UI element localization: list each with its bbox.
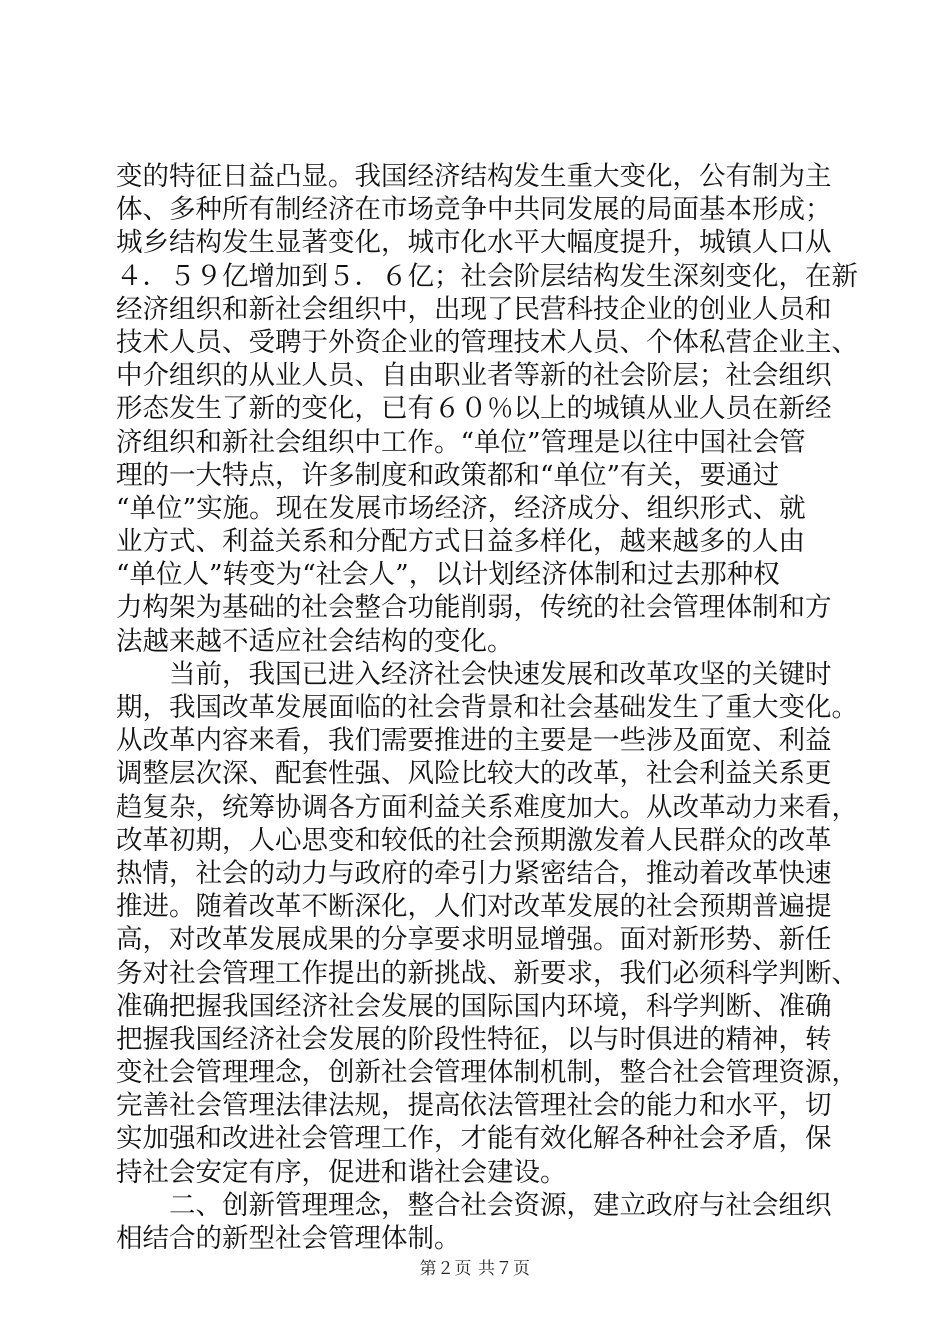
text-line: 务对社会管理工作提出的新挑战、新要求，我们必须科学判断、 (116, 957, 858, 989)
page-number-footer: 第２页 共７页 (419, 1259, 531, 1279)
text-line: 济组织和新社会组织中工作。“单位”管理是以往中国社会管 (116, 426, 806, 458)
text-line: 推进。随着改革不断深化，人们对改革发展的社会预期普遍提 (116, 891, 832, 923)
text-line: 法越来越不适应社会结构的变化。 (116, 625, 514, 657)
text-line: 力构架为基础的社会整合功能削弱，传统的社会管理体制和方 (116, 592, 832, 624)
text-line: 趋复杂，统筹协调各方面利益关系难度加大。从改革动力来看， (116, 791, 858, 823)
text-line: 改革初期，人心思变和较低的社会预期激发着人民群众的改革 (116, 824, 832, 856)
text-line: 准确把握我国经济社会发展的国际国内环境，科学判断、准确 (116, 990, 832, 1022)
text-line: “单位”实施。现在发展市场经济，经济成分、组织形式、就 (116, 492, 806, 524)
text-line: 期，我国改革发展面临的社会背景和社会基础发生了重大变化。 (116, 692, 858, 723)
text-line: 实加强和改进社会管理工作，才能有效化解各种社会矛盾，保 (116, 1123, 832, 1155)
text-line: 调整层次深、配套性强、风险比较大的改革，社会利益关系更 (116, 758, 832, 790)
text-line: 体、多种所有制经济在市场竞争中共同发展的局面基本形成； (116, 194, 832, 226)
text-line: 理的一大特点，许多制度和政策都和“单位”有关，要通过 (116, 459, 780, 491)
document-body (116, 160, 856, 1255)
text-line: 把握我国经济社会发展的阶段性特征，以与时俱进的精神，转 (116, 1023, 832, 1055)
text-line: 形态发生了新的变化，已有６０％以上的城镇从业人员在新经 (116, 393, 832, 425)
text-line: ４．５９亿增加到５．６亿；社会阶层结构发生深刻变化，在新 (116, 260, 858, 292)
text-line: 业方式、利益关系和分配方式日益多样化，越来越多的人由 (116, 526, 805, 558)
text-line: 完善社会管理法律法规，提高依法管理社会的能力和水平，切 (116, 1090, 832, 1122)
text-line: 持社会安定有序，促进和谐社会建设。 (116, 1156, 567, 1188)
text-line: 中介组织的从业人员、自由职业者等新的社会阶层；社会组织 (116, 360, 832, 392)
text-line: 高，对改革发展成果的分享要求明显增强。面对新形势、新任 (116, 924, 832, 956)
text-line: 城乡结构发生显著变化，城市化水平大幅度提升，城镇人口从 (116, 227, 832, 259)
text-line: 经济组织和新社会组织中，出现了民营科技企业的创业人员和 (116, 293, 832, 325)
text-line: 技术人员、受聘于外资企业的管理技术人员、个体私营企业主、 (116, 326, 858, 358)
text-line: “单位人”转变为“社会人”，以计划经济体制和过去那种权 (116, 559, 780, 591)
section-heading-line: 相结合的新型社会管理体制。 (116, 1223, 461, 1254)
text-line: 从改革内容来看，我们需要推进的主要是一些涉及面宽、利益 (116, 725, 832, 757)
text-line: 变社会管理理念，创新社会管理体制机制，整合社会管理资源， (116, 1057, 858, 1089)
text-line: 变的特征日益凸显。我国经济结构发生重大变化，公有制为主 (116, 161, 832, 192)
section-heading-line: 二、创新管理理念，整合社会资源，建立政府与社会组织 (169, 1189, 832, 1221)
paragraph-start-line: 当前，我国已进入经济社会快速发展和改革攻坚的关键时 (169, 658, 832, 690)
text-line: 热情，社会的动力与政府的牵引力紧密结合，推动着改革快速 (116, 857, 832, 889)
